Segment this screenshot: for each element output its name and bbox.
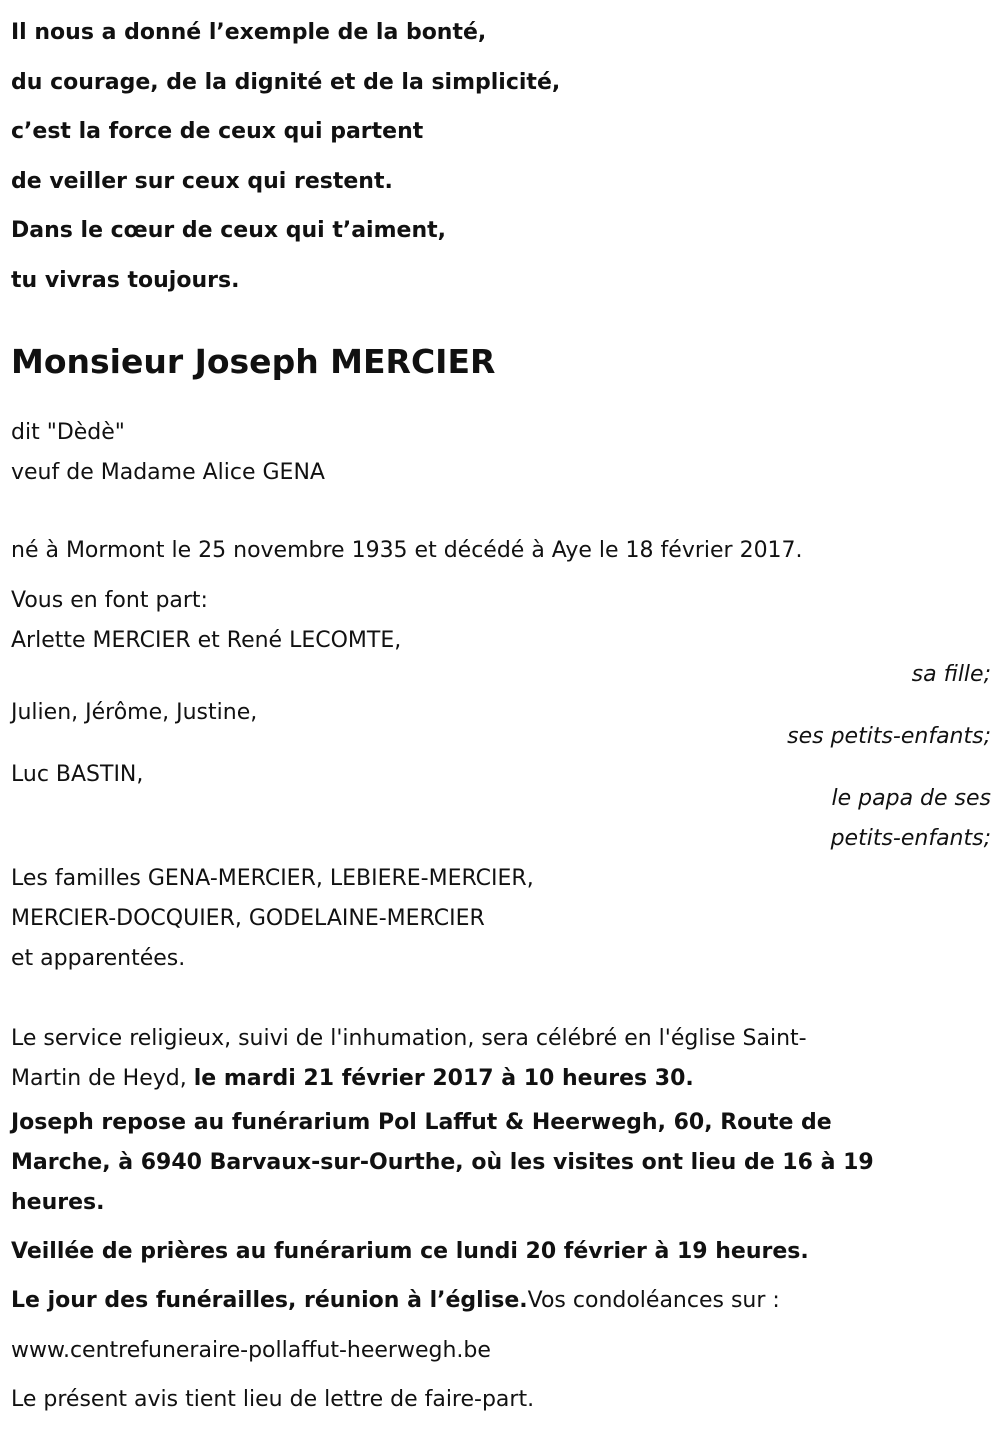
poem-line: de veiller sur ceux qui restent. — [11, 168, 393, 194]
family-member-names: Julien, Jérôme, Justine, — [11, 700, 258, 725]
family-member-names: Arlette MERCIER et René LECOMTE, — [11, 628, 402, 653]
spouse-line: veuf de Madame Alice GENA — [11, 460, 325, 485]
family-member — [11, 621, 991, 695]
poem-line: tu vivras toujours. — [11, 267, 240, 293]
service-place: Martin de Heyd, — [11, 1066, 187, 1091]
obituary-content — [11, 0, 991, 1420]
family-member-relation: sa fille; — [911, 662, 991, 687]
website-link[interactable]: www.centrefuneraire-pollaffut-heerwegh.be — [11, 1338, 491, 1363]
service-line: Le service religieux, suivi de l'inhumation, sera célébré en l'église Saint- — [11, 1026, 807, 1051]
family-member — [11, 693, 991, 757]
announcement-intro: Vous en font part: — [11, 588, 208, 613]
families-line: MERCIER-DOCQUIER, GODELAINE-MERCIER — [11, 906, 485, 931]
service-line — [11, 1059, 991, 1099]
nickname: dit "Dèdè" — [11, 420, 125, 445]
rest-line: heures. — [11, 1190, 105, 1215]
closing-line: Le présent avis tient lieu de lettre de faire-part. — [11, 1387, 535, 1412]
poem — [11, 0, 991, 305]
poem-line: Il nous a donné l’exemple de la bonté, — [11, 20, 487, 45]
family-member-names: Luc BASTIN, — [11, 762, 144, 787]
rest-line: Joseph repose au funérarium Pol Laffut & Heerwegh, 60, Route de — [11, 1110, 832, 1135]
meeting-text: Le jour des funérailles, réunion à l’église. — [11, 1288, 528, 1313]
service-date: le mardi 21 février 2017 à 10 heures 30. — [193, 1066, 694, 1091]
family-member — [11, 755, 991, 859]
deceased-name: Monsieur Joseph MERCIER — [11, 342, 496, 381]
poem-line: c’est la force de ceux qui partent — [11, 119, 424, 144]
birth-death-line: né à Mormont le 25 novembre 1935 et décédé à Aye le 18 février 2017. — [11, 538, 803, 563]
condolences-text: Vos condoléances sur : — [527, 1288, 780, 1313]
family-member-relation: ses petits-enfants; — [787, 724, 991, 749]
rest-line: Marche, à 6940 Barvaux-sur-Ourthe, où les visites ont lieu de 16 à 19 — [11, 1150, 874, 1175]
vigil-line: Veillée de prières au funérarium ce lundi 20 février à 19 heures. — [11, 1239, 809, 1264]
poem-line: du courage, de la dignité et de la simplicité, — [11, 69, 561, 95]
meeting-line — [11, 1281, 991, 1321]
family-member-relation-line: petits-enfants; — [830, 826, 991, 851]
poem-line: Dans le cœur de ceux qui t’aiment, — [11, 218, 446, 243]
family-member-relation-line: le papa de ses — [831, 786, 991, 811]
families-line: et apparentées. — [11, 946, 186, 971]
families-line: Les familles GENA-MERCIER, LEBIERE-MERCIER, — [11, 866, 534, 891]
